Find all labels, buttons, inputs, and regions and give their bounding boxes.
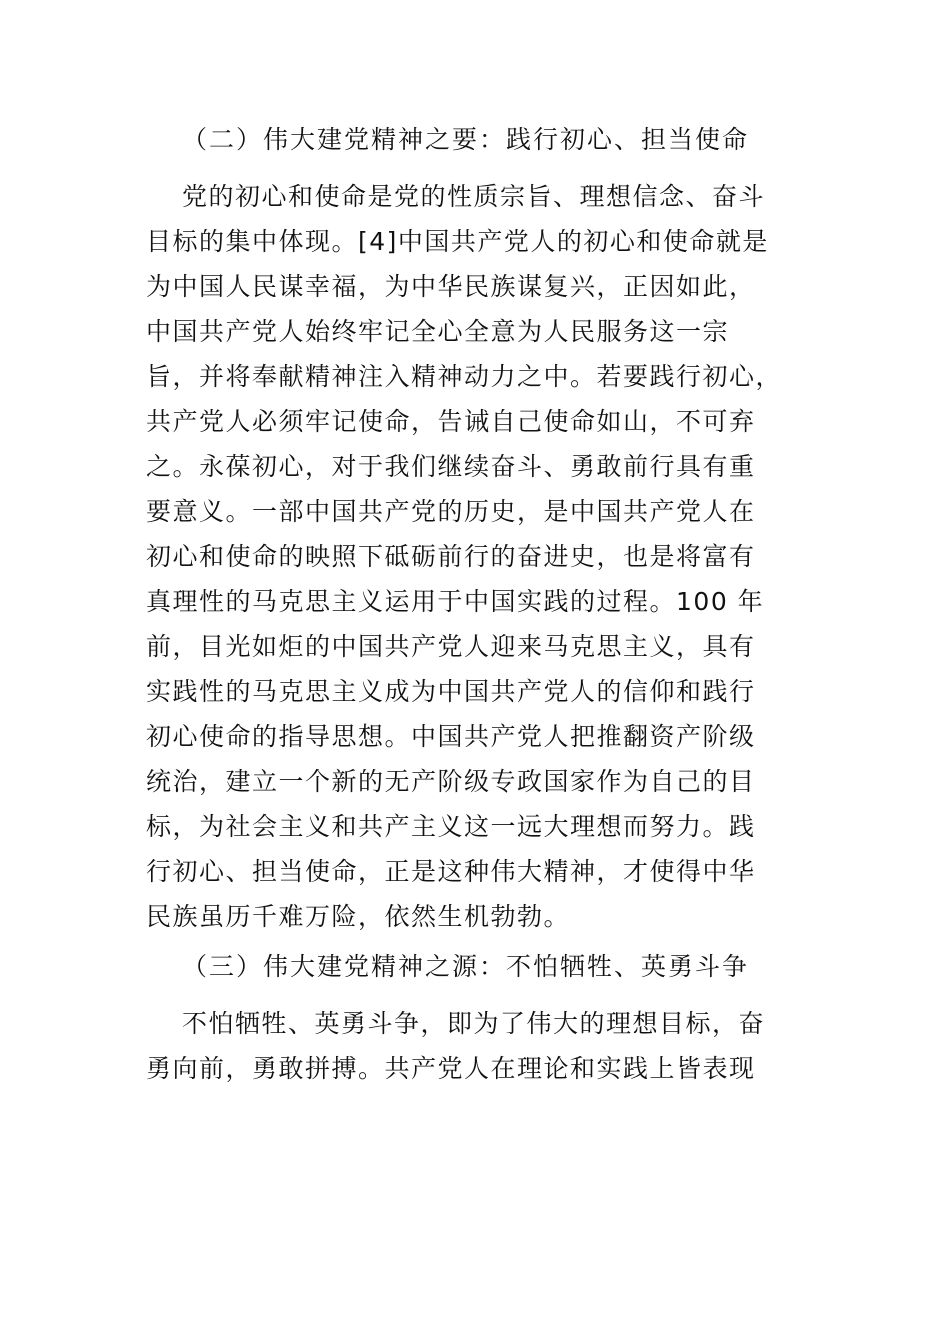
- paragraph-line: 初心使命的指导思想。中国共产党人把推翻资产阶级: [146, 722, 756, 751]
- paragraph-line: 为中国人民谋幸福，为中华民族谋复兴，正因如此，: [146, 272, 756, 301]
- paragraph-line: 勇向前，勇敢拼搏。共产党人在理论和实践上皆表现: [146, 1054, 756, 1083]
- paragraph-line: 中国共产党人始终牢记全心全意为人民服务这一宗: [146, 317, 730, 346]
- paragraph-line: 前，目光如炬的中国共产党人迎来马克思主义，具有: [146, 632, 756, 661]
- paragraph-line: 不怕牺牲、英勇斗争，即为了伟大的理想目标，奋: [182, 1009, 766, 1038]
- paragraph-line: 标，为社会主义和共产主义这一远大理想而努力。践: [146, 812, 756, 841]
- paragraph-line: 党的初心和使命是党的性质宗旨、理想信念、奋斗: [182, 182, 766, 211]
- paragraph-line: 初心和使命的映照下砥砺前行的奋进史，也是将富有: [146, 542, 756, 571]
- paragraph-line: 旨，并将奉献精神注入精神动力之中。若要践行初心，: [146, 362, 783, 391]
- paragraph-line: 民族虽历千难万险，依然生机勃勃。: [146, 902, 571, 931]
- paragraph-line: 行初心、担当使命，正是这种伟大精神，才使得中华: [146, 857, 756, 886]
- paragraph-line: 实践性的马克思主义成为中国共产党人的信仰和践行: [146, 677, 756, 706]
- paragraph-line: 要意义。一部中国共产党的历史，是中国共产党人在: [146, 497, 756, 526]
- paragraph-line: 目标的集中体现。[4]中国共产党人的初心和使命就是: [146, 227, 769, 256]
- paragraph-line: 统治，建立一个新的无产阶级专政国家作为自己的目: [146, 767, 756, 796]
- section-heading-3: （三）伟大建党精神之源：不怕牺牲、英勇斗争: [182, 952, 750, 981]
- paragraph-line: 共产党人必须牢记使命，告诫自己使命如山，不可弃: [146, 407, 756, 436]
- paragraph-line: 真理性的马克思主义运用于中国实践的过程。100 年: [146, 587, 765, 616]
- section-heading-2: （二）伟大建党精神之要：践行初心、担当使命: [182, 125, 750, 154]
- paragraph-line: 之。永葆初心，对于我们继续奋斗、勇敢前行具有重: [146, 452, 756, 481]
